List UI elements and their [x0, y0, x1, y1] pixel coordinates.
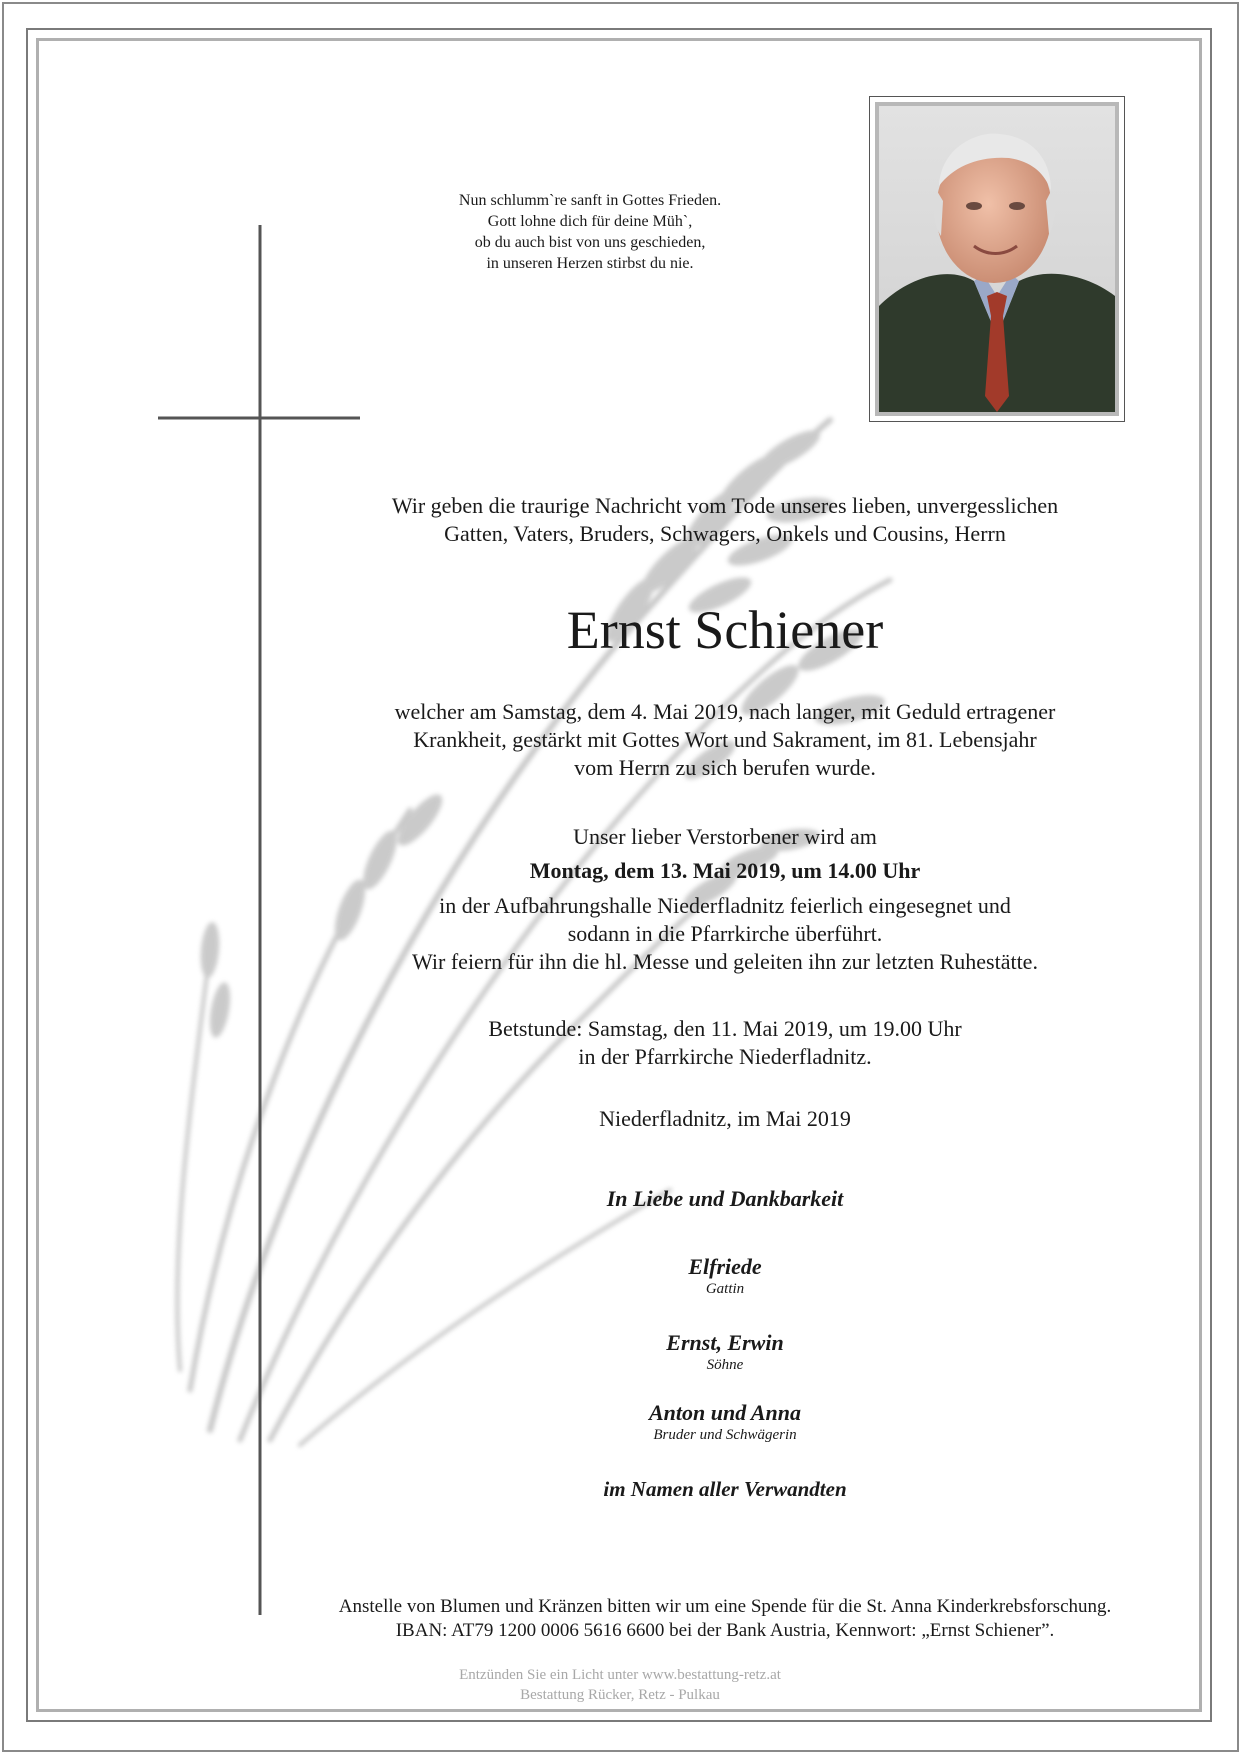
intro-line: Gatten, Vaters, Bruders, Schwagers, Onkels und Cousins, Herrn	[444, 521, 1006, 546]
portrait-photo-icon	[875, 102, 1119, 416]
funeral-line: Wir feiern für ihn die hl. Messe und geleiten ihn zur letzten Ruhestätte.	[412, 949, 1038, 974]
intro-line: Wir geben die traurige Nachricht vom Tode unseres lieben, unvergesslichen	[391, 493, 1059, 518]
memorial-poem	[390, 190, 790, 274]
place-date: Niederfladnitz, im Mai 2019	[599, 1106, 851, 1131]
mourner-relation: Gattin	[705, 1281, 745, 1297]
death-line: vom Herrn zu sich berufen wurde.	[574, 755, 876, 780]
poem-line: Gott lohne dich für deine Müh`,	[487, 213, 693, 230]
prayer-hour	[320, 1015, 1130, 1071]
death-notice	[320, 698, 1130, 782]
donation-notice	[150, 1595, 1241, 1643]
funeral-date: Montag, dem 13. Mai 2019, um 14.00 Uhr	[529, 858, 921, 883]
prayer-line: Betstunde: Samstag, den 11. Mai 2019, um 19.00 Uhr	[488, 1016, 962, 1041]
funeral-details	[320, 892, 1130, 976]
footer-line: Entzünden Sie ein Licht unter www.bestattung-retz.at	[459, 1667, 781, 1683]
mourner-name: Anton und Anna	[648, 1400, 802, 1425]
other-relatives: im Namen aller Verwandten	[603, 1477, 847, 1501]
prayer-line: in der Pfarrkirche Niederfladnitz.	[578, 1044, 872, 1069]
mourner-name: Elfriede	[688, 1254, 762, 1279]
poem-line: in unseren Herzen stirbst du nie.	[486, 255, 694, 272]
mourner-group	[520, 1400, 930, 1444]
closing-phrase: In Liebe und Dankbarkeit	[606, 1186, 844, 1211]
mourner-relation: Bruder und Schwägerin	[653, 1427, 797, 1443]
donation-line: Anstelle von Blumen und Kränzen bitten wir um eine Spende für die St. Anna Kinderkrebsforschung.	[338, 1596, 1112, 1617]
portrait-frame	[869, 96, 1125, 422]
poem-line: ob du auch bist von uns geschieden,	[474, 234, 706, 251]
footer	[320, 1665, 920, 1705]
mourner-group	[520, 1330, 930, 1374]
mourner-group	[520, 1254, 930, 1298]
donation-line: IBAN: AT79 1200 0006 5616 6600 bei der Bank Austria, Kennwort: „Ernst Schiener”.	[395, 1620, 1055, 1641]
footer-line: Bestattung Rücker, Retz - Pulkau	[520, 1687, 720, 1703]
funeral-line: in der Aufbahrungshalle Niederfladnitz feierlich eingesegnet und	[439, 893, 1011, 918]
funeral-intro: Unser lieber Verstorbener wird am	[573, 824, 877, 849]
mourner-relation: Söhne	[706, 1357, 744, 1373]
deceased-name: Ernst Schiener	[566, 600, 884, 660]
death-line: welcher am Samstag, dem 4. Mai 2019, nach langer, mit Geduld ertragener	[394, 699, 1056, 724]
funeral-line: sodann in die Pfarrkirche überführt.	[567, 921, 883, 946]
death-line: Krankheit, gestärkt mit Gottes Wort und Sakrament, im 81. Lebensjahr	[413, 727, 1037, 752]
announcement-intro	[320, 492, 1130, 548]
mourner-name: Ernst, Erwin	[666, 1330, 784, 1355]
poem-line: Nun schlumm`re sanft in Gottes Frieden.	[458, 192, 722, 209]
